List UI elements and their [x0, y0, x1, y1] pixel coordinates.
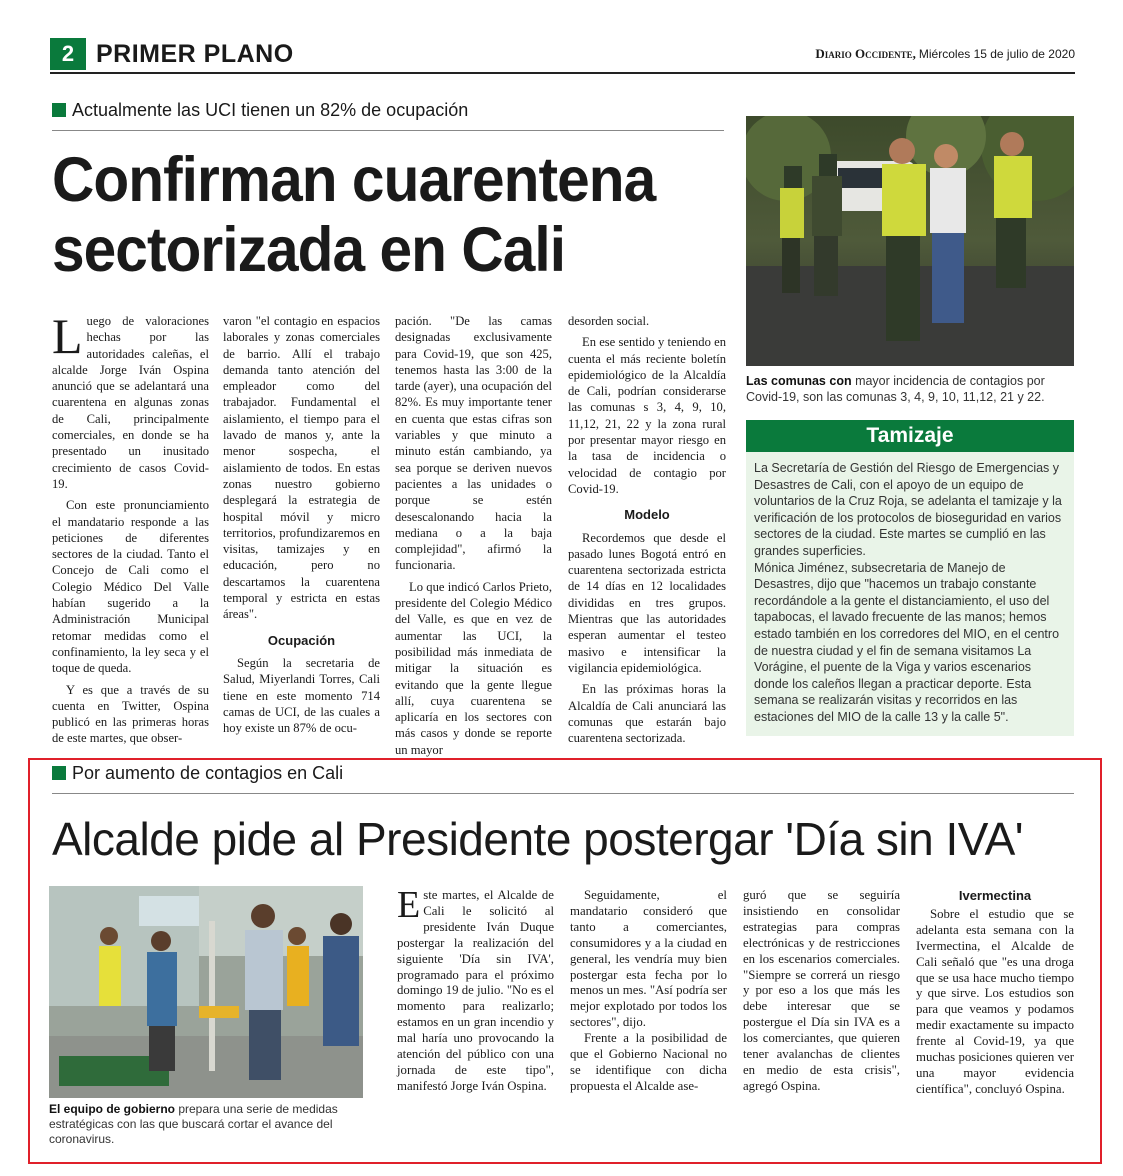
paragraph: Este martes, el Alcalde de Cali le solicitó al presidente Iván Duque postergar la realización del siguiente 'Día sin IVA', programado para el próximo domingo 19 de julio. "No es el momento para realizarlo; estamos en un gran incendio y mal haría uno provocando la atención del público con una jornada de este tipo", manifestó Jorge Iván Ospina. [397, 884, 554, 1093]
headline-article1 [52, 145, 694, 285]
article1-column-2 [223, 313, 380, 741]
paragraph: pación. "De las camas designadas exclusivamente para Covid-19, que son 425, tenemos hasta las 3:00 de la tarde (ayer), una ocupación del 82%. Es muy importante tener en cuenta que estas cifras son variables y que minuto a minuto están cambiando, ya sea porque se deriven nuevos pacientes a las unidades o porque se estén desescalonando hacia la mediana o a la baja complejidad", afirmó la funcionaria. [395, 314, 552, 573]
headline-line2: sectorizada en Cali [52, 215, 566, 285]
masthead [815, 46, 1075, 62]
paragraph: desorden social. [568, 314, 650, 328]
tamizaje-sidebar [746, 420, 1074, 736]
police-checkpoint-illustration [746, 116, 1074, 366]
article1-column-4 [568, 313, 726, 751]
article2-column-1 [397, 884, 554, 1095]
paragraph: Sobre el estudio que se adelanta esta semana con la Ivermectina, el Alcalde de Cali señaló que "es una droga que se usa hace mucho tiempo y que sirve. Los estudios son para que veamos y podamos medir exactamente su impacto frente al Covid-19, ya que muchas posiciones quieren ver una mayor evidencia científica", concluyó Ospina. [916, 906, 1074, 1096]
kicker-text: Actualmente las UCI tienen un 82% de ocupación [72, 100, 469, 120]
paragraph: Con este pronunciamiento el mandatario responde a las peticiones de diferentes sectores de la ciudad. Tanto el Concejo de Cali como el Colegio Médico Del Valle habían sugerido a la Administración Municipal retomar medidas como el confinamiento, la ley seca y el toque de queda. [52, 498, 209, 676]
police-checkpoint-photo [746, 116, 1074, 366]
square-bullet-icon [52, 103, 66, 117]
paragraph: Frente a la posibilidad de que el Gobierno Nacional no se identifique con dicha propuesta el Alcalde ase- [570, 1031, 727, 1093]
subheading-modelo: Modelo [624, 507, 670, 523]
paragraph: Lo que indicó Carlos Prieto, presidente del Colegio Médico del Valle, es que en vez de aumentar las UCI, la posibilidad más inmediata de mitigar la situación es evitando que la gente llegue allí, cuya cuarentena se aplicaría en los sectores con más casos y donde se reporte un mayor [395, 579, 552, 757]
header-rule [50, 72, 1075, 74]
paragraph: Recordemos que desde el pasado lunes Bogotá entró en cuarentena sectorizada estricta de 14 días en 12 localidades divididas en tres grupos. Mientras que las autoridades esperan aumentar el testeo masivo e intensificar la vigilancia epidemiológica. [568, 530, 726, 675]
subheading-ocupacion: Ocupación [267, 632, 336, 648]
page-number: 2 [50, 38, 86, 70]
headline-line1: Confirman cuarentena [52, 145, 656, 215]
article1-column-1 [52, 308, 209, 752]
paragraph: Seguidamente, el mandatario consideró que tanto a comerciantes, consumidores y a la ciudad en general, les vendría muy bien postergar esta fecha por lo menos un mes. "Así podría ser mejor explotado por todos los sectores", dijo. [570, 888, 727, 1030]
article1-column-3 [395, 313, 552, 763]
kicker-article1 [52, 99, 468, 121]
tamizaje-title: Tamizaje [746, 420, 1074, 452]
kicker-article2 [52, 762, 343, 784]
article2-column-3 [743, 888, 900, 1095]
paragraph: Según la secretaria de Salud, Miyerlandi Torres, Cali tiene en este momento 714 camas de UCI, de las cuales a hoy existe un 87% de ocu- [223, 655, 380, 736]
tamizaje-body [746, 452, 1074, 726]
square-bullet-icon [52, 766, 66, 780]
photo1-caption: Las comunas con mayor incidencia de contagios por Covid-19, son las comunas 3, 4, 9, 10, 11,12, 21 y 22. [746, 374, 1045, 404]
photo2-caption: El equipo de gobierno prepara una serie de medidas estratégicas con las que buscará cortar el avance del coronavirus. [49, 1102, 338, 1146]
section-title: PRIMER PLANO [96, 40, 294, 68]
paragraph: Luego de valoraciones hechas por las autoridades caleñas, el alcalde Jorge Iván Ospina anunció que se adelantará una cuarentena en algunas zonas de Cali, principalmente comerciales, en donde se ha presentado un inusitado crecimiento de casos Covid-19. [52, 308, 209, 491]
dropcap: L [52, 308, 83, 364]
paragraph: En ese sentido y teniendo en cuenta el más reciente boletín epidemiológico de la Alcaldía de Cali, podrían considerarse las comunas s 3, 4, 9, 10, 11,12, 21, 22 y la zona rural por presentar mayor riesgo en la tasa de incidencia o velocidad de contagio por Covid-19. [568, 335, 726, 496]
issue-date: Miércoles 15 de julio de 2020 [918, 47, 1075, 61]
article2-column-4 [916, 888, 1074, 1098]
paragraph: guró que se seguiría insistiendo en consolidar estrategias para compras electrónicas y de restricciones en los escenarios comerciales. "Siempre se correrá un riesgo y por eso a los que más les debe interesar que se postergue el Día sin IVA es a los comerciantes, que quieren tener avalanchas de clientes en medio de esta crisis", agregó Ospina. [743, 888, 900, 1093]
kicker-rule [52, 793, 1074, 794]
newspaper-name: Diario Occidente, [815, 46, 916, 61]
paragraph: Y es que a través de su cuenta en Twitter, Ospina publicó en las primeras horas de este martes, que obser- [52, 682, 209, 746]
paragraph: La Secretaría de Gestión del Riesgo de Emergencias y Desastres de Cali, con el apoyo de un equipo de voluntarios de la Cruz Roja, se adelanta el tamizaje y la verificación de los protocolos de bioseguridad en varios sectores de la ciudad. Este martes se cumplió en las grandes superficies. [754, 461, 1062, 558]
dropcap: E [397, 884, 421, 926]
headline-article2: Alcalde pide al Presidente postergar 'Día sin IVA' [52, 813, 1024, 865]
kicker-text: Por aumento de contagios en Cali [72, 763, 344, 783]
subheading-ivermectina: Ivermectina [958, 888, 1032, 903]
kicker-rule [52, 130, 724, 131]
paragraph: varon "el contagio en espacios laborales y zonas comerciales de barrio. Allí el trabajo demanda tanto atención del empleador como del trabajador. Fundamental el aislamiento, el tiempo para el lavado de manos y, ante la menor sospecha, el aislamiento de todos. En estas zonas nuestro gobierno desplegará la estrategia de hospital móvil y micro territorios, profundizaremos en visitas, tamizajes y en educación, pero no descartamos la cuarentena temporal y estricta en estas áreas". [223, 314, 380, 622]
paragraph: Mónica Jiménez, subsecretaria de Manejo de Desastres, dijo que "hacemos un trabajo constante recordándole a la gente el distanciamiento, el uso del tapabocas, el lavado frecuente de las manos; hemos estado también en los corredores del MIO, en el centro de nuestra ciudad y el fin de semana visitamos La Vorágine, el puente de la Viga y varios escenarios donde los caleños llegan a practicar deporte. Esta semana se realizarán visitas y recorridos en las estaciones del MIO de la calle 13 y la calle 5". [754, 560, 1060, 724]
article2-column-2 [570, 888, 727, 1095]
government-team-illustration [49, 886, 363, 1098]
government-team-photo [49, 886, 363, 1098]
paragraph: En las próximas horas la Alcaldía de Cali anunciará las comunas que estarán bajo cuarentena sectorizada. [568, 682, 726, 746]
